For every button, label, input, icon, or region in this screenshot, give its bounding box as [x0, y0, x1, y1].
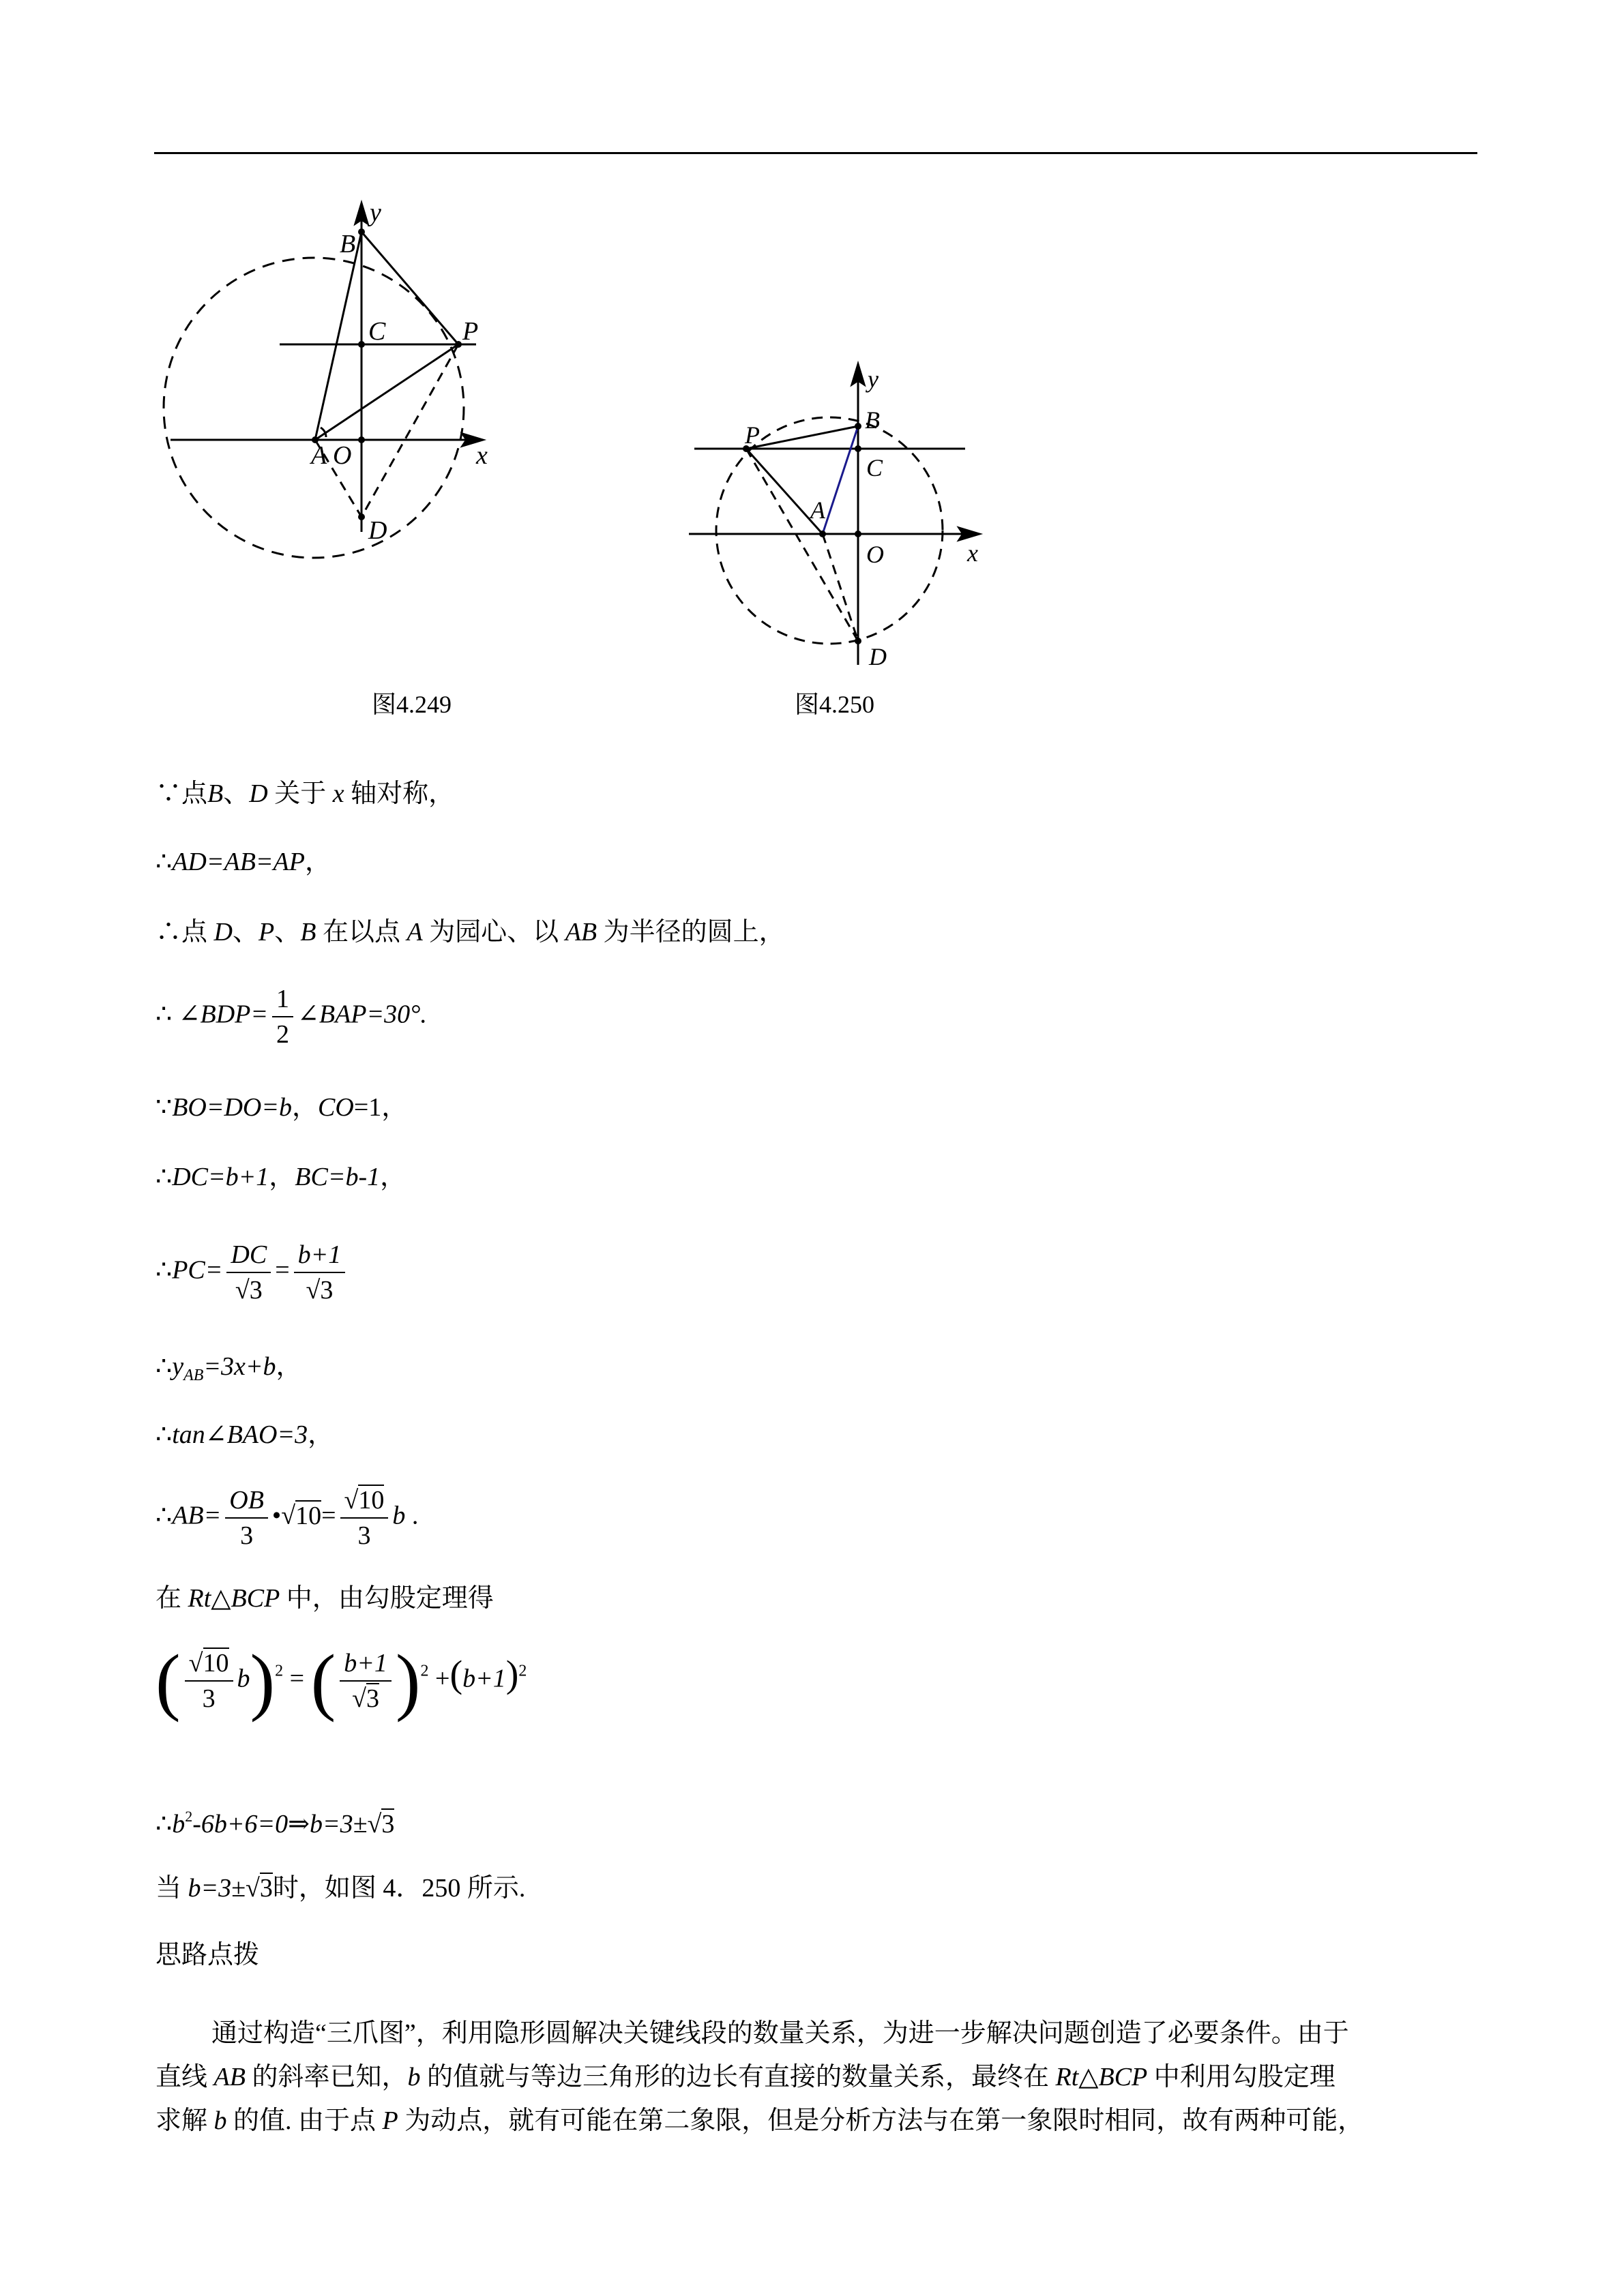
- caption-4-250: 图4.250: [795, 691, 875, 718]
- svg-text:x: x: [476, 441, 488, 470]
- step-13: $\therefore b^2-6b+6=0\Rightarrow b=3\pm√3$: [156, 1808, 395, 1838]
- step-9: ∴tan∠BAO=3，: [156, 1420, 334, 1449]
- step-8: $\therefore y_{AB}=3x+b$，: [156, 1352, 302, 1384]
- header-rule: [154, 152, 1477, 154]
- svg-text:A: A: [810, 496, 825, 524]
- step-14: 当 b=3±√3时，如图 4．250 所示.: [156, 1874, 526, 1903]
- caption-4-249: 图4.249: [372, 691, 452, 718]
- step-7: ∴PC= $\frac{DC}{√3}$ = $\frac{b+1}{√3}$: [156, 1238, 349, 1307]
- svg-text:C: C: [866, 454, 883, 481]
- svg-text:x: x: [967, 539, 978, 567]
- section-heading: 思路点拨: [156, 1941, 260, 1969]
- label-y: y: [370, 198, 381, 227]
- svg-text:B: B: [865, 406, 880, 434]
- svg-text:B: B: [340, 230, 356, 258]
- step-3: ∴点 D、P、B 在以点 A 为园心、以 AB 为半径的圆上，: [156, 918, 785, 946]
- svg-text:C: C: [368, 317, 386, 346]
- figure-4-250: [675, 355, 1016, 668]
- dashed-circle: [164, 258, 464, 558]
- step-5: ∵BO=DO=b，CO=1，: [156, 1093, 408, 1122]
- step-1: ∵点B、D 关于 x 轴对称，: [156, 779, 455, 808]
- svg-text:P: P: [462, 317, 479, 346]
- segment-ab-highlight: [823, 426, 858, 534]
- svg-text:y: y: [868, 366, 879, 393]
- figure-4-249: [150, 191, 641, 668]
- step-2: ∴AD=AB=AP，: [156, 848, 331, 876]
- svg-text:O: O: [866, 541, 884, 568]
- step-12-equation: ( $\frac{√10}{3}$ b)$^2$ = ( $\frac{b+1}{√3}$ )$^2 +(b+1)^2$: [156, 1639, 527, 1723]
- hint-paragraph: 通过构造“三爪图”，利用隐形圆解决关键线段的数量关系，为进一步解决问题创造了必要条件。由于 直线 AB 的斜率已知，b 的值就与等边三角形的边长有直接的数量关系，最终在 Rt△BCP 中利用勾股定理 求解 b 的值. 由于点 P 为动点，就有可能在第二象限，但是分析方法与在第一象限时相同，故有两种可能，: [156, 2019, 1364, 2135]
- svg-text:D: D: [368, 516, 387, 545]
- step-11: 在 Rt△BCP 中，由勾股定理得: [156, 1584, 494, 1613]
- svg-text:A: A: [311, 441, 327, 470]
- svg-text:O: O: [333, 441, 352, 470]
- step-6: ∴DC=b+1，BC=b-1，: [156, 1163, 407, 1191]
- step-4: ∴ ∠BDP= $\frac{1}{2}$ ∠BAP=30°.: [156, 982, 427, 1052]
- step-10: ∴AB= $\frac{OB}{3}$ •√10= $\frac{√10}{3}$ b .: [156, 1483, 418, 1553]
- svg-text:P: P: [745, 421, 760, 449]
- svg-text:D: D: [869, 643, 887, 668]
